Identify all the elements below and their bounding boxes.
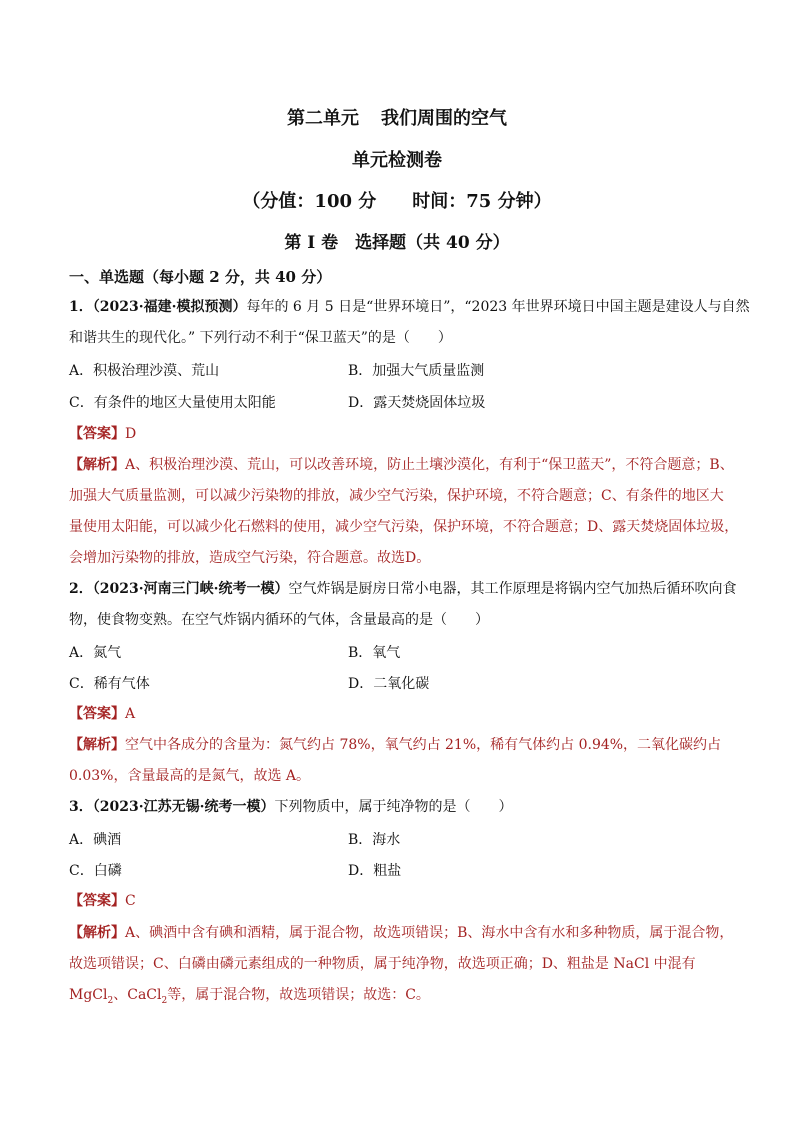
question-1-answer xyxy=(69,424,136,444)
question-source: （2023·江苏无锡·统考一模） xyxy=(92,799,275,815)
test-title: 单元检测卷 xyxy=(352,150,442,171)
analysis-line: A、碘酒中含有碘和酒精，属于混合物，故选项错误；B、海水中含有水和多种物质，属于混合物， xyxy=(125,925,734,941)
question-3-analysis xyxy=(69,923,733,943)
question-number: 1． xyxy=(69,299,93,315)
score-time: （分值：100 分 时间：75 分钟） xyxy=(242,191,552,212)
question-2-option-c: C．稀有气体 xyxy=(69,676,150,692)
answer-value: A xyxy=(125,706,136,722)
question-2-answer xyxy=(69,704,135,724)
formula-mgcl: MgCl xyxy=(69,987,108,1003)
analysis-line: 量使用太阳能，可以减少化石燃料的使用，减少空气污染，保护环境，不符合题意；D、露天焚烧固体垃圾， xyxy=(69,519,739,535)
question-source: （2023·福建·模拟预测） xyxy=(92,299,247,315)
analysis-line: 空气中各成分的含量为：氮气约占 78%，氧气约占 21%，稀有气体约占 0.94%，二氧化碳约占 xyxy=(125,737,722,753)
question-3-stem xyxy=(69,797,512,817)
question-3-option-b: B．海水 xyxy=(348,832,401,848)
question-1-analysis xyxy=(69,455,734,475)
question-text: 每年的 6 月 5 日是“世界环境日”，“2023 年世界环境日中国主题是建设人与自然 xyxy=(246,299,750,315)
answer-tag: 【答案】 xyxy=(69,426,125,442)
question-number: 3． xyxy=(69,799,93,815)
unit-subtitle: 我们周围的空气 xyxy=(381,108,507,129)
question-1-stem xyxy=(69,297,750,317)
question-1-stem-line2: 和谐共生的现代化。” 下列行动不利于“保卫蓝天”的是（ ） xyxy=(69,330,452,346)
answer-tag: 【答案】 xyxy=(69,893,125,909)
question-1-option-b: B．加强大气质量监测 xyxy=(348,363,485,379)
question-3-option-d: D．粗盐 xyxy=(348,863,402,879)
analysis-tag: 【解析】 xyxy=(69,925,125,941)
analysis-text: 等，属于混合物，故选项错误；故选：C。 xyxy=(167,987,430,1003)
answer-value: D xyxy=(125,426,137,442)
unit-number: 第二单元 xyxy=(287,108,359,129)
question-2-stem-line2: 物，使食物变熟。在空气炸锅内循环的气体，含量最高的是（ ） xyxy=(69,612,489,628)
formula-cacl: 、CaCl xyxy=(113,987,162,1003)
question-3-answer xyxy=(69,891,136,911)
question-2-option-d: D．二氧化碳 xyxy=(348,676,430,692)
part-title: 第 I 卷 选择题（共 40 分） xyxy=(284,233,510,253)
question-1-option-d: D．露天焚烧固体垃圾 xyxy=(348,395,486,411)
question-2-option-a: A．氮气 xyxy=(69,645,122,661)
analysis-line: 0.03%，含量最高的是氮气，故选 A。 xyxy=(69,768,311,784)
analysis-line: A、积极治理沙漠、荒山，可以改善环境，防止土壤沙漠化，有利于“保卫蓝天”，不符合题意；B、 xyxy=(125,457,734,473)
analysis-tag: 【解析】 xyxy=(69,737,125,753)
analysis-tag: 【解析】 xyxy=(69,457,125,473)
question-1-option-a: A．积极治理沙漠、荒山 xyxy=(69,363,220,379)
answer-tag: 【答案】 xyxy=(69,706,125,722)
analysis-line: 会增加污染物的排放，造成空气污染，符合题意。故选D。 xyxy=(69,550,431,566)
question-2-option-b: B．氧气 xyxy=(348,645,401,661)
question-2-analysis xyxy=(69,735,721,755)
analysis-line: 故选项错误；C、白磷由磷元素组成的一种物质，属于纯净物，故选项正确；D、粗盐是 NaCl 中混有 xyxy=(69,956,696,972)
question-number: 2． xyxy=(69,581,93,597)
question-source: （2023·河南三门峡·统考一模） xyxy=(92,581,289,597)
formula-subscript: 2 xyxy=(161,995,168,1006)
question-3-option-a: A．碘酒 xyxy=(69,832,122,848)
unit-title xyxy=(0,104,794,130)
formula-subscript: 2 xyxy=(107,995,114,1006)
question-text: 下列物质中，属于纯净物的是（ ） xyxy=(274,799,513,815)
question-text: 空气炸锅是厨房日常小电器，其工作原理是将锅内空气加热后循环吹向食 xyxy=(288,581,737,597)
question-2-stem xyxy=(69,579,736,599)
question-3-option-c: C．白磷 xyxy=(69,863,122,879)
section-title: 一、单选题（每小题 2 分，共 40 分） xyxy=(69,268,332,286)
question-1-option-c: C．有条件的地区大量使用太阳能 xyxy=(69,395,276,411)
analysis-line-formula xyxy=(69,985,430,1011)
answer-value: C xyxy=(125,893,136,909)
analysis-line: 加强大气质量监测，可以减少污染物的排放，减少空气污染，保护环境，不符合题意；C、有条件的地区大 xyxy=(69,488,724,504)
